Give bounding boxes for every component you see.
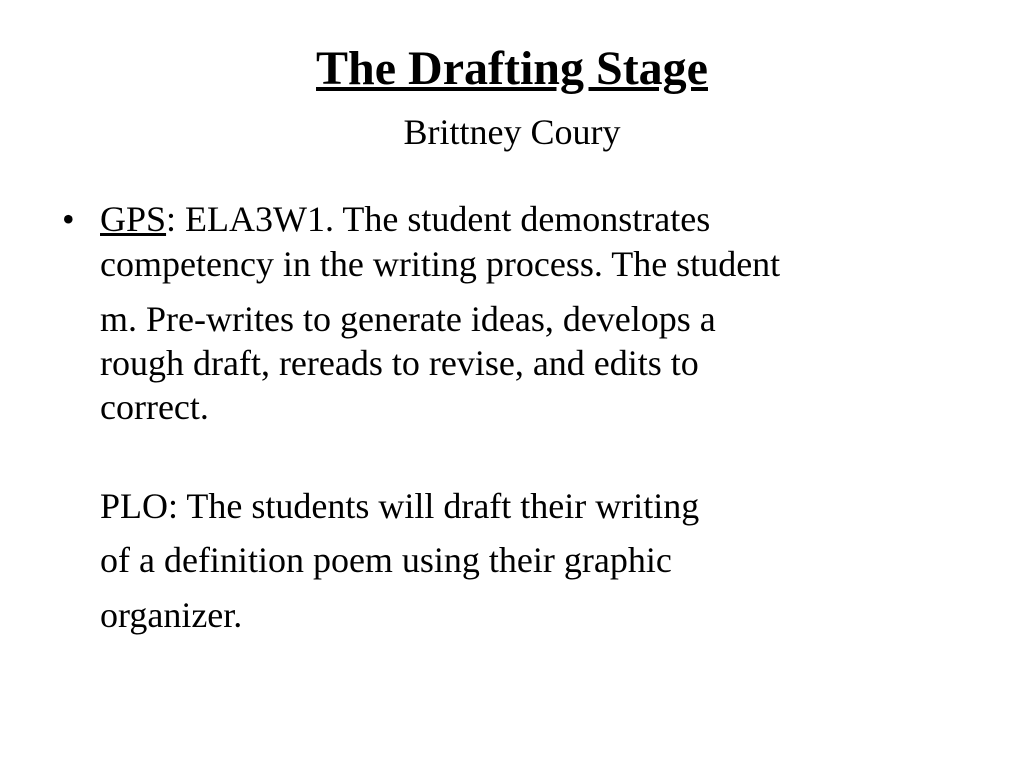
gps-line-4: rough draft, rereads to revise, and edits to — [100, 343, 699, 383]
slide-title: The Drafting Stage — [316, 42, 708, 95]
plo-line-3: organizer. — [100, 595, 243, 635]
gps-line-1 — [100, 197, 710, 241]
gps-line-2: competency in the writing process. The student — [100, 244, 781, 284]
gps-text-1: : ELA3W1. The student demonstrates — [166, 199, 711, 239]
plo-line-1: PLO: The students will draft their writing — [100, 486, 700, 526]
gps-label: GPS — [100, 199, 167, 239]
slide-author: Brittney Coury — [403, 112, 621, 152]
gps-line-5: correct. — [100, 387, 209, 427]
plo-line-2: of a definition poem using their graphic — [100, 540, 672, 580]
gps-line-3: m. Pre-writes to generate ideas, develops a — [100, 299, 716, 339]
bullet-marker: • — [62, 199, 75, 239]
